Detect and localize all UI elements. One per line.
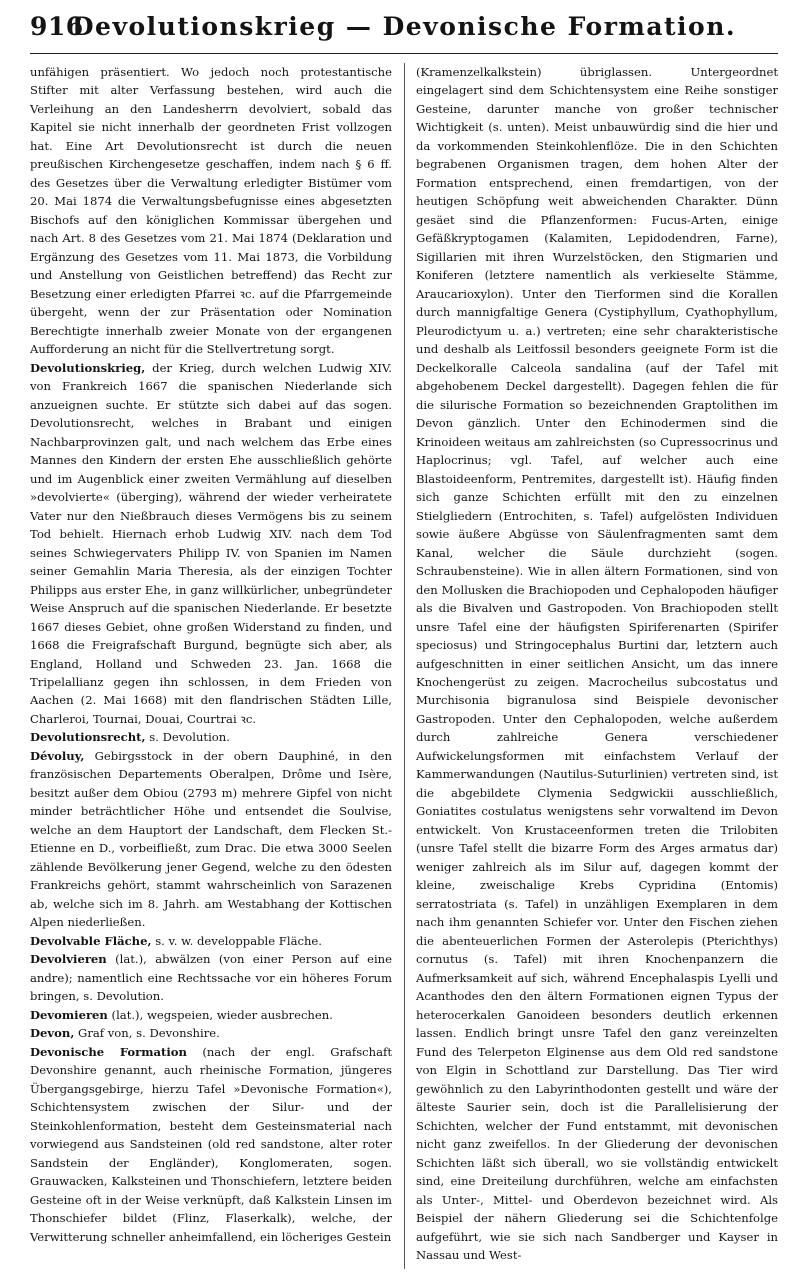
entry-devolvieren: Devolvieren (lat.), abwälzen (von einer Person auf eine andre); namentlich eine Rechtssache vor ein höheres Forum bringen, s. Devolution. <box>30 952 392 1004</box>
entry-devon: Devon, Graf von, s. Devonshire. <box>30 1026 220 1041</box>
headword: Devolvieren <box>30 952 107 967</box>
entry-0: unfähigen präsentiert. Wo jedoch noch protestantische Stifter mit alter Verfassung bestehen, wird auch die Verleihung an den Landesherrn devolviert, sobald das Kapitel sie nicht innerhalb der geordneten Frist vollzogen hat. Eine Art Devolutionsrecht ist durch die neuen preußischen Kirchengesetze geschaffen, indem nach § 6 ff. des Gesetzes über die Verwaltung erledigter Bistümer vom 20. Mai 1874 die Verwaltungsbefugnisse eines abgesetzten Bischofs auf den königlichen Kommissar übergehen und nach Art. 8 des Gesetzes vom 21. Mai 1874 (Deklaration und Ergänzung des Gesetzes vom 11. Mai 1873, die Vorbildung und Anstellung von Geistlichen betreffend) das Recht zur Besetzung einer erledigten Pfarrei ꝛc. auf die Pfarrgemeinde übergeht, wenn der zur Präsentation oder Nomination Berechtigte innerhalb zweier Monate von der ergangenen Aufforderung an nicht für die Stellvertretung sorgt. <box>30 65 392 357</box>
left-column <box>30 63 392 1269</box>
page-number: 916 <box>30 12 84 41</box>
entry-devoluy: Dévoluy, Gebirgsstock in der obern Dauphiné, in den französischen Departements Oberalpen, Drôme und Isère, besitzt außer dem Obiou (2793 m) mehrere Gipfel von nicht minder beträchtlicher Höhe und entsendet die Soulvise, welche an dem Hauptort der Landschaft, dem Flecken St.-Etienne en D., vorbeifließt, zum Drac. Die etwa 3000 Seelen zählende Bevölkerung jener Gegend, welche zu den ödesten Frankreichs gehört, stammt wahrscheinlich von Sarazenen ab, welche sich im 8. Jahrh. am Westabhang der Kottischen Alpen niederließen. <box>30 748 392 930</box>
entry-devomieren: Devomieren (lat.), wegspeien, wieder ausbrechen. <box>30 1007 333 1022</box>
headword: Devonische Formation <box>30 1044 187 1059</box>
headword: Devomieren <box>30 1007 108 1022</box>
entry-devonische-formation: Devonische Formation (nach der engl. Grafschaft Devonshire genannt, auch rheinische Formation, jüngeres Übergangsgebirge, hierzu Tafel »Devonische Formation«), Schichtensystem zwischen der Silur- und der Steinkohlenformation, besteht dem Gesteinsmaterial nach vorwiegend aus Sandsteinen (old red sandstone, alter roter Sandstein der Engländer), Konglomeraten, sogen. Grauwacken, Kalksteinen und Thonschiefern, letztere beiden Gesteine oft in der Weise verknüpft, daß Kalkstein Linsen im Thonschiefer bildet (Flinz, Flaserkalk), welche, der Verwitterung schneller anheimfallend, ein löcheriges Gestein <box>30 1044 392 1244</box>
headword: Devolutionskrieg, <box>30 360 146 375</box>
right-column <box>416 63 778 1269</box>
page-header <box>30 0 778 54</box>
text-columns <box>30 63 778 1269</box>
column-divider <box>404 63 405 1269</box>
headword: Devolvable Fläche, <box>30 933 152 948</box>
headword: Dévoluy, <box>30 748 85 763</box>
entry-devolutionskrieg: Devolutionskrieg, der Krieg, durch welchen Ludwig XIV. von Frankreich 1667 die spanischen Niederlande sich anzueignen suchte. Er stützte sich dabei auf das sogen. Devolutionsrecht, welches in Brabant und einigen Nachbarprovinzen galt, und nach welchem das Erbe eines Mannes den Kindern der ersten Ehe ausschließlich gehörte und im Augenblick einer zweiten Vermählung auf dieselben »devolvierte« (überging), während der wieder verheiratete Vater nur den Nießbrauch dieses Vermögens bis zu seinem Tod behielt. Hiernach erhob Ludwig XIV. nach dem Tod seines Schwiegervaters Philipp IV. von Spanien im Namen seiner Gemahlin Maria Theresia, als der einzigen Tochter Philipps aus erster Ehe, in ganz willkürlicher, unbegründeter Weise Anspruch auf die spanischen Niederlande. Er besetzte 1667 dieses Gebiet, ohne großen Widerstand zu finden, und 1668 die Freigrafschaft Burgund, begnügte sich aber, als England, Holland und Schweden 23. Jan. 1668 die Tripelallianz gegen ihn schlossen, in dem Frieden von Aachen (2. Mai 1668) mit den flandrischen Städten Lille, Charleroi, Tournai, Douai, Courtrai ꝛc. <box>30 360 392 726</box>
headword: Devon, <box>30 1026 75 1041</box>
entry-continuation: (Kramenzelkalkstein) übriglassen. Untergeordnet eingelagert sind dem Schichtensystem eine Reihe sonstiger Gesteine, darunter manche von großer technischer Wichtigkeit (s. unten). Meist unbauwürdig sind die hier und da vorkommenden Steinkohlenflöze. Die in den Schichten begrabenen Organismen tragen, dem hohen Alter der Formation entsprechend, einen fremdartigen, von der heutigen Schöpfung weit abweichenden Charakter. Dünn gesäet sind die Pflanzenformen: Fucus-Arten, einige Gefäßkryptogamen (Kalamiten, Lepidodendren, Farne), Sigillarien mit ihren Wurzelstöcken, den Stigmarien und Koniferen (letztere namentlich als verkieselte Stämme, Araucarioxylon). Unter den Tierformen sind die Korallen durch mannigfaltige Genera (Cystiphyllum, Cyathophyllum, Pleurodictyum u. a.) vertreten; eine sehr charakteristische und deshalb als Leitfossil besonders geeignete Form ist die Deckelkoralle Calceola sandalina (auf der Tafel mit abgehobenem Deckel dargestellt). Dagegen fehlen die für die silurische Formation so bezeichnenden Graptolithen im Devon gänzlich. Unter den Echinodermen sind die Krinoideen weitaus am zahlreichsten (so Cupressocrinus und Haplocrinus; vgl. Tafel, auf welcher auch eine Blastoideenform, Pentremites, dargestellt ist). Häufig finden sich ganze Schichten erfüllt mit den zu einzelnen Stielgliedern (Entrochiten, s. Tafel) aufgelösten Individuen sowie äußere Abgüsse von Säulenfragmenten samt dem Kanal, welcher die Säule durchzieht (sogen. Schraubensteine). Wie in allen ältern Formationen, sind von den Mollusken die Brachiopoden und Cephalopoden häufiger als die Bivalven und Gastropoden. Von Brachiopoden stellt unsre Tafel eine der häufigsten Spiriferenarten (Spirifer speciosus) und Stringocephalus Burtini dar, letztern auch aufgeschnitten in einer seitlichen Ansicht, um das innere Knochengerüst zu zeigen. Macrocheilus subcostatus und Murchisonia bigranulosa sind Beispiele devonischer Gastropoden. Unter den Cephalopoden, welche außerdem durch zahlreiche Genera verschiedener Aufwickelungsformen mit einfachstem Verlauf der Kammerwandungen (Nautilus-Suturlinien) vertreten sind, ist die abgebildete Clymenia Sedgwickii ausschließlich, Goniatites costulatus wenigstens sehr vorwaltend im Devon entwickelt. Von Krustaceenformen treten die Trilobiten (unsre Tafel stellt die bizarre Form des Arges armatus dar) weniger zahlreich als im Silur auf, dagegen kommt der kleine, zweischalige Krebs Cypridina (Entomis) serratostriata (s. Tafel) in unzähligen Exemplaren in dem nach ihm genannten Schiefer vor. Unter den Fischen ziehen die abenteuerlichen Formen der Asterolepis (Pterichthys) cornutus (s. Tafel) mit ihren Knochenpanzern die Aufmerksamkeit auf sich, während Encephalaspis Lyelli und Acanthodes den den ältern Formationen eignen Typus der heterocerkalen Ganoideen besonders deutlich erkennen lassen. Endlich bringt unsre Tafel den ganz vereinzelten Fund des Telerpeton Elginense aus dem Old red sandstone von Elgin in Schottland zur Darstellung. Das Tier wird gewöhnlich zu den Labyrinthodonten gestellt und wäre der älteste Saurier sein, doch ist die Parallelisierung der Schichten, welcher der Fund entstammt, mit devonischen nicht ganz zweifellos. In der Gliederung der devonischen Schichten läßt sich überall, wo sie vollständig entwickelt sind, eine Dreiteilung durchführen, welche am einfachsten als Unter-, Mittel- und Oberdevon bezeichnet wird. Als Beispiel der nähern Gliederung sei die Schichtenfolge aufgeführt, wie sie sich nach Sandberger und Kayser in Nassau und West- <box>416 65 778 1262</box>
entry-devolutionsrecht: Devolutionsrecht, s. Devolution. <box>30 730 230 745</box>
entry-devolvable-flaeche: Devolvable Fläche, s. v. w. developpable Fläche. <box>30 933 322 948</box>
headword: Devolutionsrecht, <box>30 730 146 745</box>
running-head: Devolutionskrieg — Devonische Formation. <box>71 12 737 41</box>
